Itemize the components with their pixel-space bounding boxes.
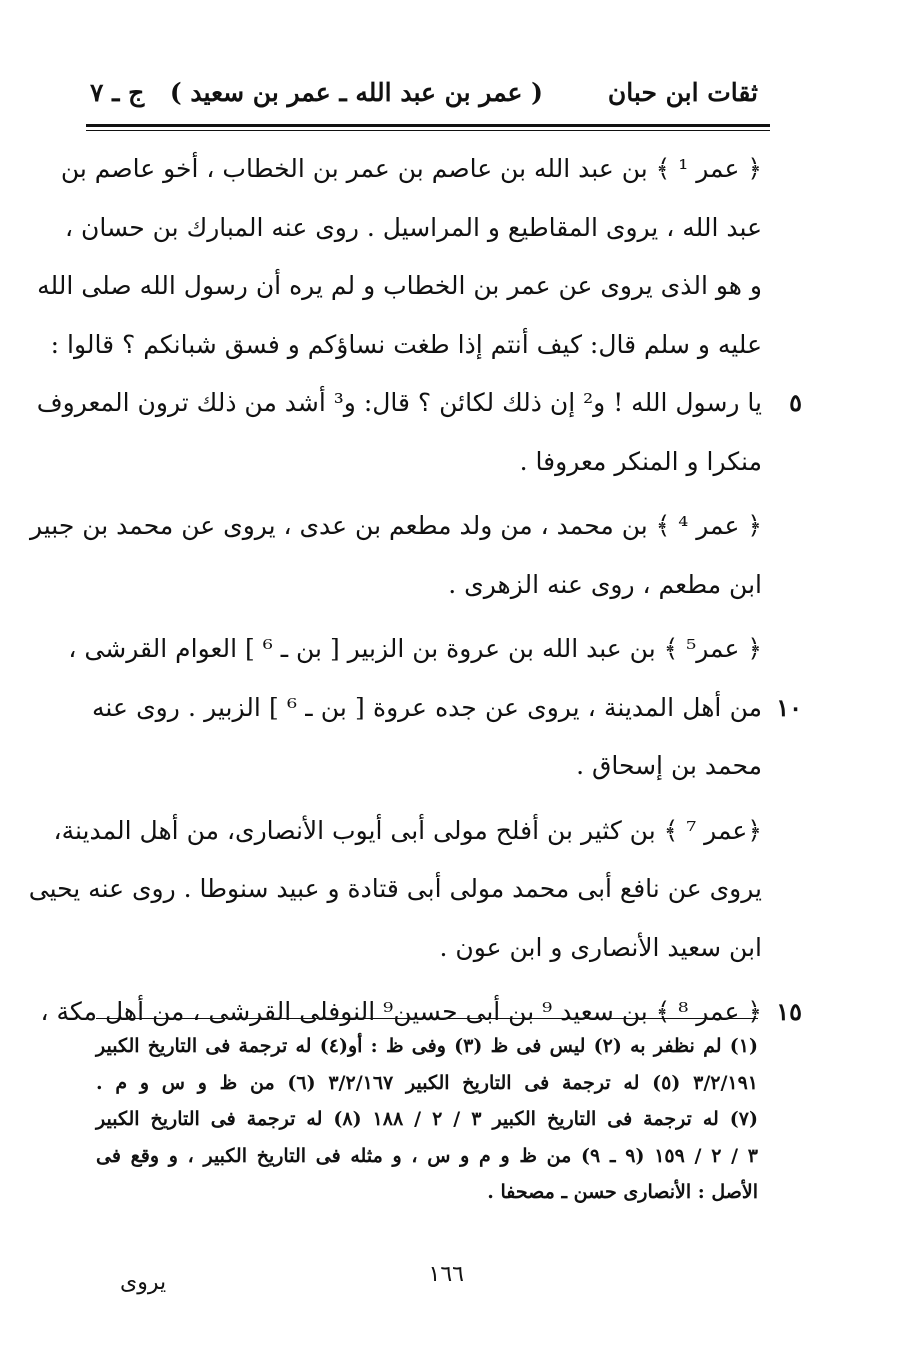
text-line: عليه و سلم قال: كيف أنتم إذا طغت نساؤكم و فسق شبانكم ؟ قالوا :	[50, 329, 762, 359]
text-line: يروى عن نافع أبى محمد مولى أبى قتادة و عبيد سنوطا . روى عنه يحيى	[28, 874, 762, 903]
biography-entry	[29, 497, 762, 614]
biography-entry	[28, 802, 762, 978]
line-text: ﴿ عمر ⁸ ﴾ بن سعيد ⁹ بن أبى حسين⁹ النوفلى القرشى ، من أهل مكة ،	[40, 997, 762, 1026]
footnote-line: ٣/٢/١٩١ (٥) له ترجمة فى التاريخ الكبير ٣/٢/١٦٧ (٦) من ظ و س و م .	[96, 1071, 759, 1094]
text-line: ابن سعيد الأنصارى و ابن عون .	[439, 932, 762, 962]
section-title: ( عمر بن عبد الله ـ عمر بن سعيد )	[169, 78, 543, 107]
main-text	[28, 140, 802, 1042]
footnote-line: الأصل : الأنصارى حسن ـ مصحفا .	[487, 1181, 758, 1203]
text-line: و هو الذى يروى عن عمر بن الخطاب و لم يره أن رسول الله صلى الله	[37, 271, 762, 300]
line-text: يا رسول الله ! و² إن ذلك لكائن ؟ قال: و³ أشد من ذلك ترون المعروف	[36, 388, 762, 417]
text-line: ﴿ عمر⁵ ﴾ بن عبد الله بن عروة بن الزبير [ بن ـ ⁶ ] العوام القرشى ،	[68, 634, 762, 663]
text-line: منكرا و المنكر معروفا .	[519, 446, 762, 476]
text-line	[36, 374, 802, 433]
text-line: ابن مطعم ، روى عنه الزهرى .	[448, 569, 762, 599]
margin-line-number: ١٠	[776, 692, 802, 722]
text-line: محمد بن إسحاق .	[576, 751, 762, 780]
running-header	[90, 72, 758, 122]
margin-line-number: ٥	[789, 388, 802, 417]
text-line	[92, 679, 802, 738]
header-rule-thin	[86, 130, 770, 131]
biography-entry	[68, 620, 802, 796]
text-line: ﴿ عمر ¹ ﴾ بن عبد الله بن عاصم بن عمر بن الخطاب ، أخو عاصم بن	[60, 154, 762, 183]
biography-entry	[36, 140, 802, 491]
page-footer	[100, 1262, 760, 1302]
footnote-line: (٧) له ترجمة فى التاريخ الكبير ٣ / ٢ / ١٨٨ (٨) له ترجمة فى التاريخ الكبير	[96, 1108, 758, 1130]
margin-line-number: ١٥	[776, 997, 802, 1026]
footnote-line: ٣ / ٢ / ١٥٩ (٩ ـ ٩) من ظ و م و س ، و مثله فى التاريخ الكبير ، و وقع فى	[96, 1144, 759, 1167]
footnotes	[96, 1028, 758, 1211]
text-line: عبد الله ، يروى المقاطيع و المراسيل . روى عنه المبارك بن حسان ،	[64, 212, 762, 242]
text-line: ﴿ عمر ⁴ ﴾ بن محمد ، من ولد مطعم بن عدى ، يروى عن محمد بن جبير	[29, 511, 762, 540]
volume-label: ج ـ ٧	[90, 78, 145, 107]
footnote-rule	[96, 1018, 758, 1019]
text-line: ﴿عمر ⁷ ﴾ بن كثير بن أفلح مولى أبى أيوب الأنصارى، من أهل المدينة،	[53, 815, 762, 845]
page-number: ١٦٦	[428, 1262, 464, 1287]
footnote-line: (١) لم نظفر به (٢) ليس فى ظ (٣) وفى ظ : أو(٤) له ترجمة فى التاريخ الكبير	[96, 1035, 758, 1057]
catchword: يروى	[120, 1270, 167, 1295]
line-text: من أهل المدينة ، يروى عن جده عروة [ بن ـ ⁶ ] الزبير . روى عنه	[92, 692, 762, 722]
book-title: ثقات ابن حبان	[607, 78, 758, 107]
header-rule-thick	[86, 124, 770, 127]
